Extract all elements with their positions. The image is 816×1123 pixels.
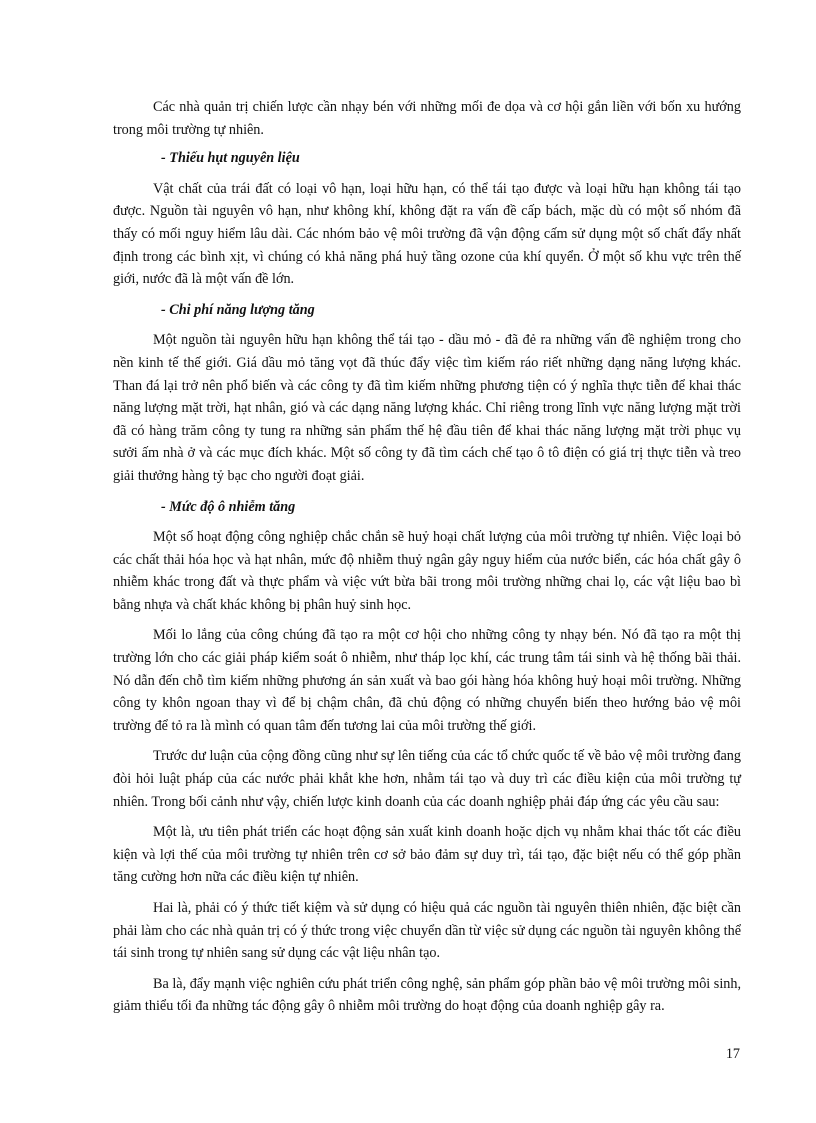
paragraph-requirement-2: Hai là, phải có ý thức tiết kiệm và sử dụng có hiệu quả các nguồn tài nguyên thiên nhiên, đặc biệt cần phải làm cho các nhà quản trị có ý thức trong việc chuyển dần từ việc sử dụng các nguồn tài nguyên không thể tái sinh trong tự nhiên sang sử dụng các vật liệu nhân tạo. <box>113 900 741 962</box>
page-number: 17 <box>725 1046 740 1062</box>
paragraph-pollution-3: Trước dư luận của cộng đồng cũng như sự lên tiếng của các tổ chức quốc tế về bảo vệ môi trường đang đòi hỏi luật pháp của các nước phải khắt khe hơn, nhằm tái tạo và duy trì các điều kiện của môi trường tự nhiên. Trong bối cảnh như vậy, chiến lược kinh doanh của các doanh nghiệp phải đáp ứng các yêu cầu sau: <box>113 748 741 810</box>
paragraph-requirement-3: Ba là, đẩy mạnh việc nghiên cứu phát triển công nghệ, sản phẩm góp phần bảo vệ môi trường môi sinh, giảm thiểu tối đa những tác động gây ô nhiễm môi trường do hoạt động của doanh nghiệp gây ra. <box>113 975 741 1015</box>
page-body <box>113 96 741 1026</box>
section-heading-pollution: - Mức độ ô nhiễm tăng <box>161 498 296 515</box>
paragraph-requirement-1: Một là, ưu tiên phát triển các hoạt động sản xuất kinh doanh hoặc dịch vụ nhằm khai thác tốt các điều kiện và lợi thế của môi trường tự nhiên trên cơ sở bảo đảm sự duy trì, tái tạo, đặc biệt nếu có thể góp phần tăng cường hơn nữa các điều kiện tự nhiên. <box>113 824 741 886</box>
paragraph-pollution-2: Mối lo lắng của công chúng đã tạo ra một cơ hội cho những công ty nhạy bén. Nó đã tạo ra một thị trường lớn cho các giải pháp kiểm soát ô nhiễm, như tháp lọc khí, các trung tâm tái sinh và hệ thống bãi thải. Nó dẫn đến chỗ tìm kiếm những phương án sản xuất và bao gói hàng hóa không huỷ hoại môi trường. Những công ty khôn ngoan thay vì để bị chậm chân, đã chủ động có những chuyển biến theo hướng bảo vệ môi trường để tỏ ra là mình có quan tâm đến tương lai của môi trường thế giới. <box>113 627 741 734</box>
section-heading-material-shortage: - Thiếu hụt nguyên liệu <box>161 150 300 167</box>
intro-paragraph: Các nhà quản trị chiến lược cần nhạy bén với những mối đe dọa và cơ hội gắn liền với bốn xu hướng trong môi trường tự nhiên. <box>113 99 741 138</box>
paragraph-pollution-1: Một số hoạt động công nghiệp chắc chắn sẽ huỷ hoại chất lượng của môi trường tự nhiên. Việc loại bỏ các chất thải hóa học và hạt nhân, mức độ nhiễm thuỷ ngân gây nguy hiểm của nước biển, các hóa chất gây ô nhiễm khác trong đất và thực phẩm và việc vứt bừa bãi trong môi trường những chai lọ, các vật liệu bao bì bằng nhựa và chất khác không bị phân huỷ sinh học. <box>113 529 741 613</box>
paragraph-energy-cost: Một nguồn tài nguyên hữu hạn không thể tái tạo - dầu mỏ - đã đẻ ra những vấn đề nghiệm trong cho nền kinh tế thế giới. Giá dầu mỏ tăng vọt đã thúc đẩy việc tìm kiếm ráo riết những dạng năng lượng khác. Than đá lại trở nên phổ biến và các công ty đã tìm kiếm những phương tiện có ý nghĩa thực tiễn để khai thác năng lượng mặt trời, hạt nhân, gió và các dạng năng lượng khác. Chỉ riêng trong lĩnh vực năng lượng mặt trời đã có hàng trăm công ty tung ra những sản phẩm thế hệ đầu tiên để khai thác năng lượng mặt trời phục vụ sưởi ấm nhà ở và các mục đích khác. Một số công ty đã tìm cách chế tạo ô tô điện có giá trị thực tiễn và treo giải thưởng hàng tỷ bạc cho người đoạt giải. <box>113 332 741 484</box>
paragraph-material-shortage: Vật chất của trái đất có loại vô hạn, loại hữu hạn, có thể tái tạo được và loại hữu hạn không tái tạo được. Nguồn tài nguyên vô hạn, như không khí, không đặt ra vấn đề cấp bách, mặc dù có một số nhóm đã thấy có mối nguy hiểm lâu dài. Các nhóm bảo vệ môi trường đã vận động cấm sử dụng một số chất đẩy nhất định trong các bình xịt, vì chúng có khả năng phá huỷ tầng ozone của khí quyển. Ở một số khu vực trên thế giới, nước đã là một vấn đề lớn. <box>113 180 741 288</box>
section-heading-energy-cost: - Chi phí năng lượng tăng <box>161 301 315 318</box>
